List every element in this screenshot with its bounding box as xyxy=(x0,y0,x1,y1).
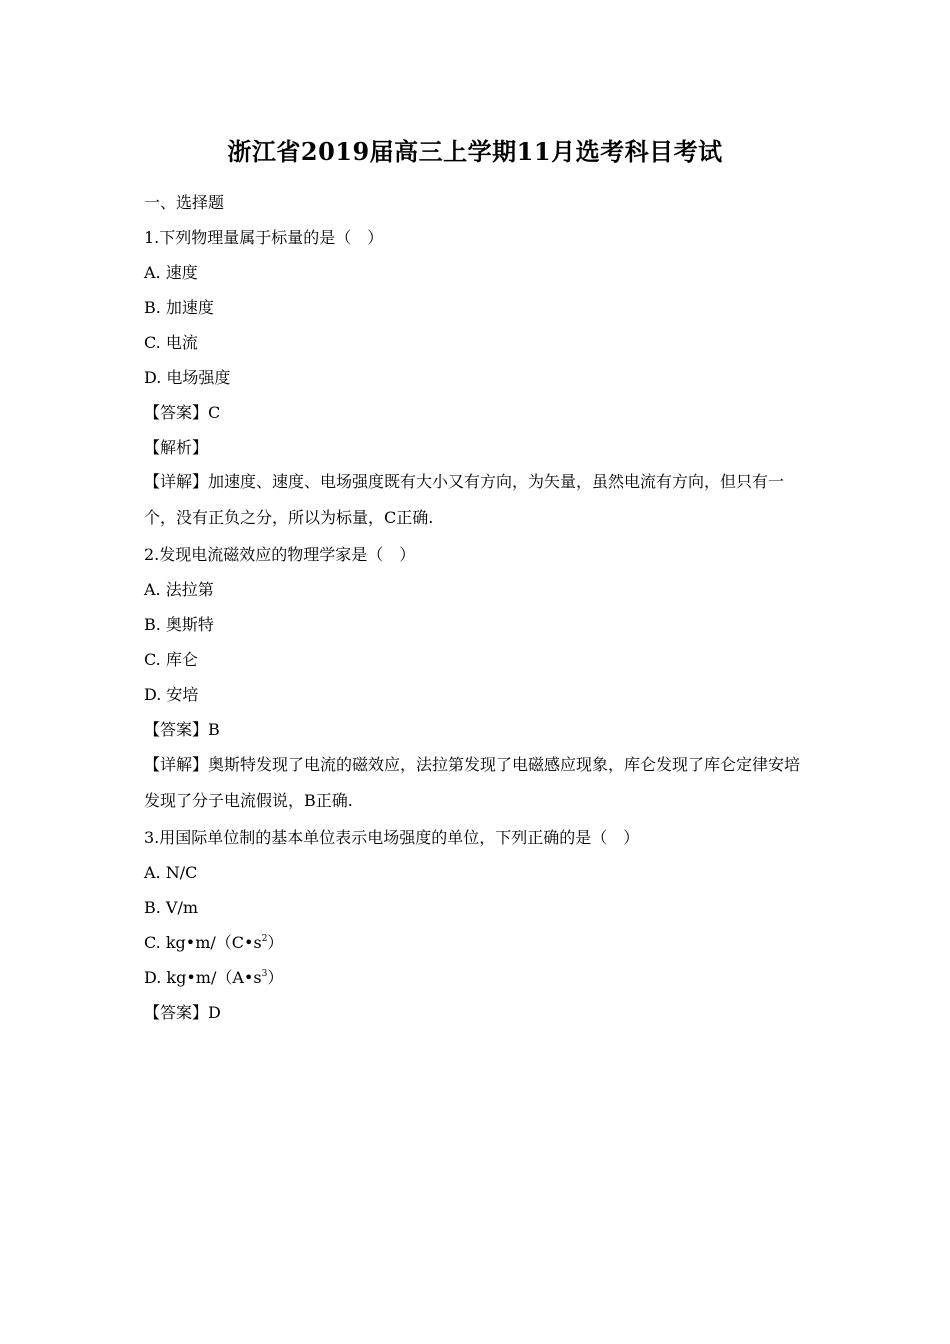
document-title: 浙江省2019届高三上学期11月选考科目考试 xyxy=(227,137,723,166)
question-3-option-c xyxy=(144,933,283,953)
question-2-option-a: A. 法拉第 xyxy=(144,580,214,599)
question-1-option-a: A. 速度 xyxy=(144,263,198,282)
option-d-text: D. kg•m/（A•s xyxy=(144,968,262,987)
option-c-close: ） xyxy=(267,933,284,952)
question-1-detail: 【详解】加速度、速度、电场强度既有大小又有方向，为矢量，虽然电流有方向，但只有一个，没有正负之分，所以为标量，C正确. xyxy=(144,472,785,527)
question-1-analysis-label: 【解析】 xyxy=(144,438,209,457)
question-1-answer: 【答案】C xyxy=(144,403,221,422)
question-2-option-c: C. 库仑 xyxy=(144,650,198,669)
section-heading: 一、选择题 xyxy=(144,193,225,212)
question-2-stem: 2.发现电流磁效应的物理学家是（ ） xyxy=(144,545,416,564)
question-2-answer: 【答案】B xyxy=(144,720,220,739)
question-2-detail: 【详解】奥斯特发现了电流的磁效应，法拉第发现了电磁感应现象，库仑发现了库仑定律安培发现了分子电流假说，B正确. xyxy=(144,755,801,810)
question-3-option-a: A. N/C xyxy=(144,863,198,882)
option-c-text: C. kg•m/（C•s xyxy=(144,933,262,952)
question-3-answer: 【答案】D xyxy=(144,1003,221,1022)
question-3-option-b: B. V/m xyxy=(144,898,199,917)
question-3-stem: 3.用国际单位制的基本单位表示电场强度的单位，下列正确的是（ ） xyxy=(144,828,640,847)
question-2-option-d: D. 安培 xyxy=(144,685,199,704)
question-1-option-b: B. 加速度 xyxy=(144,298,214,317)
option-c-exponent: 2 xyxy=(261,934,268,944)
option-d-close: ） xyxy=(267,968,284,987)
question-1-stem: 1.下列物理量属于标量的是（ ） xyxy=(144,228,384,247)
question-1-option-c: C. 电流 xyxy=(144,333,198,352)
option-d-exponent: 3 xyxy=(261,969,268,979)
question-2-option-b: B. 奥斯特 xyxy=(144,615,214,634)
question-1-option-d: D. 电场强度 xyxy=(144,368,231,387)
question-3-option-d xyxy=(144,968,283,988)
